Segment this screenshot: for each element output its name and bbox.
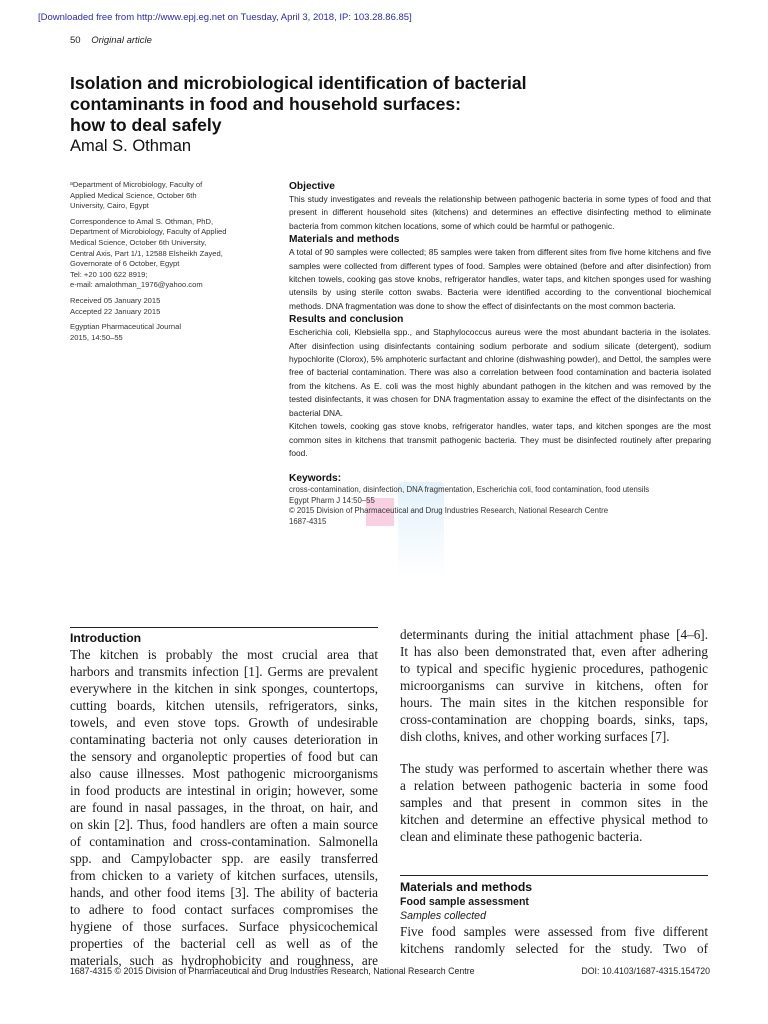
text-line: clean and eliminate these pathogenic bacteria. xyxy=(400,829,643,844)
introduction-section xyxy=(70,631,378,969)
text-line: on skin [2]. Thus, food handlers are often a main source xyxy=(70,817,378,832)
correspondence-line: Department of Microbiology, Faculty of Applied xyxy=(70,227,227,237)
correspondence-line: Central Axis, Part 1/1, 12588 Elsheikh Zayed, xyxy=(70,248,223,258)
text-line: The study was performed to ascertain whether there was xyxy=(400,761,708,776)
title-line: Isolation and microbiological identification of bacterial xyxy=(70,73,527,93)
text-line: cutting boards, kitchen utensils, refrigerators, sinks, xyxy=(70,698,378,713)
text-line: It has also been demonstrated that, even after adhering xyxy=(400,644,708,659)
text-line: a relation between pathogenic bacteria in some food xyxy=(400,778,708,793)
article-type: Original article xyxy=(91,35,152,46)
correspondence-line: Medical Science, October 6th University, xyxy=(70,237,207,247)
accepted-date: Accepted 22 January 2015 xyxy=(70,306,161,316)
email-line: e-mail: amalothman_1976@yahoo.com xyxy=(70,280,203,290)
keywords-heading: Keywords: xyxy=(289,473,342,485)
correspondence xyxy=(70,217,270,291)
text-line: determinants during the initial attachment phase [4–6]. xyxy=(400,627,708,642)
text-line: materials, such as hydrophobicity and roughness, are xyxy=(70,953,378,968)
affiliation xyxy=(70,180,270,212)
text-line: to adhere to food contact surfaces compromises the xyxy=(70,902,378,917)
methods-text xyxy=(400,923,708,957)
text-line: hours. The main sites in the kitchen responsible for xyxy=(400,695,708,710)
text-line: to typical and specific hygienic procedures, pathogenic xyxy=(400,661,708,676)
title-line: how to deal safely xyxy=(70,115,222,135)
conclusion-text: Kitchen towels, cooking gas stove knobs, refrigerator handles, water taps, and kitchen sponges are the most common sites in kitchens that transmit pathogenic bacteria. They must be disinfected routinely after preparing food. xyxy=(289,421,711,458)
introduction-text xyxy=(70,646,378,969)
footer-copyright: 1687-4315 © 2015 Division of Pharmaceutical and Drug Industries Research, National Research Centre xyxy=(70,966,475,976)
journal-volume: 2015, 14:50–55 xyxy=(70,332,123,342)
abstract xyxy=(289,180,711,527)
text-line: properties of the bacterial cell as well as of the xyxy=(70,936,378,951)
text-line: the sensory and organoleptic properties of food but can xyxy=(70,749,378,764)
journal-info xyxy=(70,322,270,343)
affiliation-line: University, Cairo, Egypt xyxy=(70,201,149,211)
footer-doi: DOI: 10.4103/1687-4315.154720 xyxy=(581,966,710,976)
objective-text: This study investigates and reveals the relationship between pathogenic bacteria in some types of food and that present in different household sites (kitchens) and determines an effective disinfecting method to eliminate bacteria from common kitchen locations, some of which could be harmful or pathogenic. xyxy=(289,194,711,231)
page-footer xyxy=(70,966,710,976)
copyright-line: © 2015 Division of Pharmaceutical and Drug Industries Research, National Research Centre xyxy=(289,506,609,516)
text-line: Five food samples were assessed from five different xyxy=(400,924,708,939)
text-line: cross-contamination are chopping boards, sinks, taps, xyxy=(400,712,708,727)
intro-rule xyxy=(70,627,378,628)
text-line: hands, and other food items [3]. The ability of bacteria xyxy=(70,885,378,900)
dates xyxy=(70,296,270,317)
text-line: kitchens randomly selected for the study. Two of xyxy=(400,941,708,956)
text-line: The kitchen is probably the most crucial area that xyxy=(70,647,378,662)
methods-section-heading: Materials and methods xyxy=(400,880,533,894)
author-name: Amal S. Othman xyxy=(70,137,192,155)
text-line: of contamination and cross-contamination. Salmonella xyxy=(70,834,378,849)
text-line: samples and that present in common sites in the xyxy=(400,795,708,810)
text-line: microorganisms can survive in kitchens, often for xyxy=(400,678,708,693)
correspondence-line: Correspondence to Amal S. Othman, PhD, xyxy=(70,216,214,226)
methods-heading: Materials and methods xyxy=(289,234,400,246)
objective-heading: Objective xyxy=(289,181,335,192)
study-aim-paragraph xyxy=(400,760,708,845)
received-date: Received 05 January 2015 xyxy=(70,295,161,305)
correspondence-line: Governorate of 6 October, Egypt xyxy=(70,259,180,269)
title-line: contaminants in food and household surfaces: xyxy=(70,94,462,114)
affiliation-line: ᵃDepartment of Microbiology, Faculty of xyxy=(70,180,203,189)
results-heading: Results and conclusion xyxy=(289,314,404,326)
download-banner: [Downloaded free from http://www.epj.eg.net on Tuesday, April 3, 2018, IP: 103.28.86.85] xyxy=(38,12,412,23)
methods-section xyxy=(400,880,708,957)
introduction-heading: Introduction xyxy=(70,631,142,645)
samples-collected-heading: Samples collected xyxy=(400,910,486,922)
citation-line: Egypt Pharm J 14:50–55 xyxy=(289,495,375,505)
methods-text: A total of 90 samples were collected; 85 samples were taken from different sites from five home kitchens and five samples were collected from different types of food. Samples were obtained (before and after disinfection) from kitchen towels, cooking gas stove knobs, refrigerator handles, water taps, and kitchen sponges used for washing utensils by using sterile cotton swabs. Bacteria were identified according to the conventional biochemical methods. DNA fragmentation was done to show the effect of disinfectants on the most common bacteria. xyxy=(289,247,711,311)
text-line: kitchen and determine an effective physical method to xyxy=(400,812,708,827)
text-line: from chicken to a variety of kitchen surfaces, utensils, xyxy=(70,868,378,883)
text-line: also cause illnesses. Most pathogenic microorganisms xyxy=(70,766,378,781)
food-sample-assessment-heading: Food sample assessment xyxy=(400,896,529,908)
text-line: in food products are intestinal in origin; however, some xyxy=(70,783,378,798)
text-line: spp. and Campylobacter spp. are easily transferred xyxy=(70,851,378,866)
intro-continued xyxy=(400,626,708,845)
text-line: everywhere in the kitchen in sink sponges, countertops, xyxy=(70,681,378,696)
intro-paragraph xyxy=(400,626,708,745)
text-line: towels, and even stove tops. Growth of undesirable xyxy=(70,715,378,730)
affiliation-line: Applied Medical Science, October 6th xyxy=(70,190,197,200)
text-line: are found in nasal passages, in the throat, on hair, and xyxy=(70,800,378,815)
running-head xyxy=(70,35,152,46)
text-line: dish cloths, knives, and other working surfaces [7]. xyxy=(400,729,670,744)
journal-name: Egyptian Pharmaceutical Journal xyxy=(70,322,182,332)
side-info xyxy=(70,180,270,348)
keywords-text: cross-contamination, disinfection, DNA fragmentation, Escherichia coli, food contamination, food utensils xyxy=(289,485,650,495)
text-line: contaminating bacteria not only causes deterioration in xyxy=(70,732,378,747)
results-text: Escherichia coli, Klebsiella spp., and Staphylococcus aureus were the most abundant bacteria in the isolates. After disinfection using disinfectants containing sodium perborate and sodium silicate (detergent), sodium hypochlorite (Clorox), 5% amphoteric surfactant and chlorine (dishwashing powder), and Dettol, the samples were free of bacterial contamination. There was also a correlation between food contamination and bacteria isolated from the kitchens. As E. coli was the most highly abundant pathogen in the kitchen and was removed by the tested disinfectants, it was chosen for DNA fragmentation assay to examine the effect of the disinfectants on the bacterial DNA. xyxy=(289,327,711,418)
text-line: harbors and transmits infection [1]. Germs are prevalent xyxy=(70,664,378,679)
article-title xyxy=(70,73,710,136)
correspondence-line: Tel: +20 100 622 8919; xyxy=(70,269,148,279)
page-number: 50 xyxy=(70,35,81,46)
text-line: hygiene of those surfaces. Surface physicochemical xyxy=(70,919,378,934)
issn-line: 1687-4315 xyxy=(289,516,327,526)
methods-rule xyxy=(400,875,708,876)
